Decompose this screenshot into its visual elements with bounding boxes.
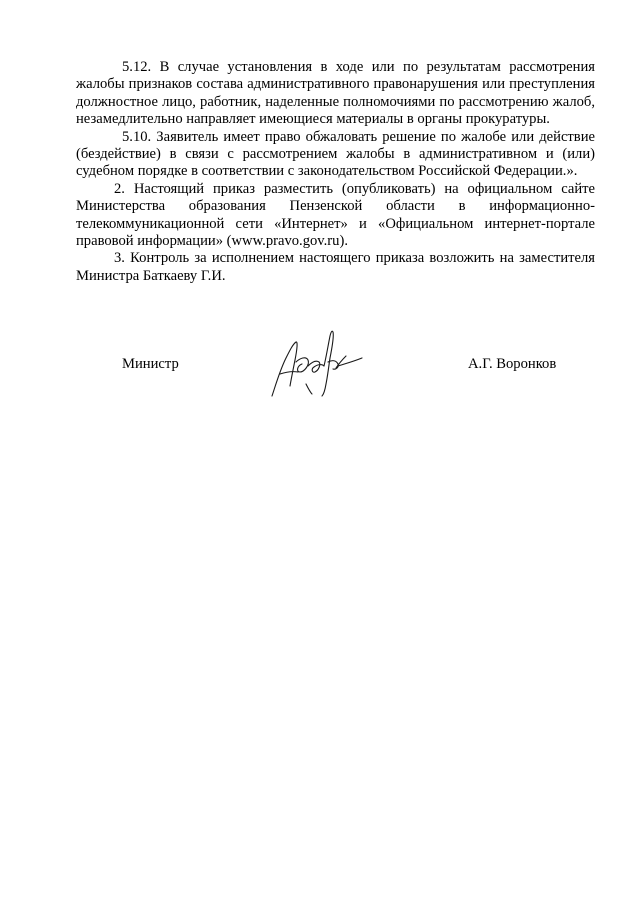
signatory-name: А.Г. Воронков xyxy=(468,356,557,372)
handwritten-signature xyxy=(266,322,366,404)
document-body xyxy=(76,59,595,285)
signatory-title: Министр xyxy=(122,356,179,372)
paragraph-3: 3. Контроль за исполнением настоящего приказа возложить на заместителя Министра Баткаеву Г.И. xyxy=(76,250,595,284)
paragraph-2: 2. Настоящий приказ разместить (опубликовать) на официальном сайте Министерства образования Пензенской области в информационно-телекоммуникационной сети «Интернет» и «Официальном интернет-портале правовой информации» (www.pravo.gov.ru). xyxy=(76,180,595,250)
paragraph-5-10: 5.10. Заявитель имеет право обжаловать решение по жалобе или действие (бездействие) в связи с рассмотрением жалобы в административном и (или) судебном порядке в соответствии с законодательством Российской Федерации.». xyxy=(76,128,595,180)
paragraph-5-12: 5.12. В случае установления в ходе или по результатам рассмотрения жалобы признаков состава административного правонарушения или преступления должностное лицо, работник, наделенные полномочиями по рассмотрению жалоб, незамедлительно направляет имеющиеся материалы в органы прокуратуры. xyxy=(76,59,595,128)
